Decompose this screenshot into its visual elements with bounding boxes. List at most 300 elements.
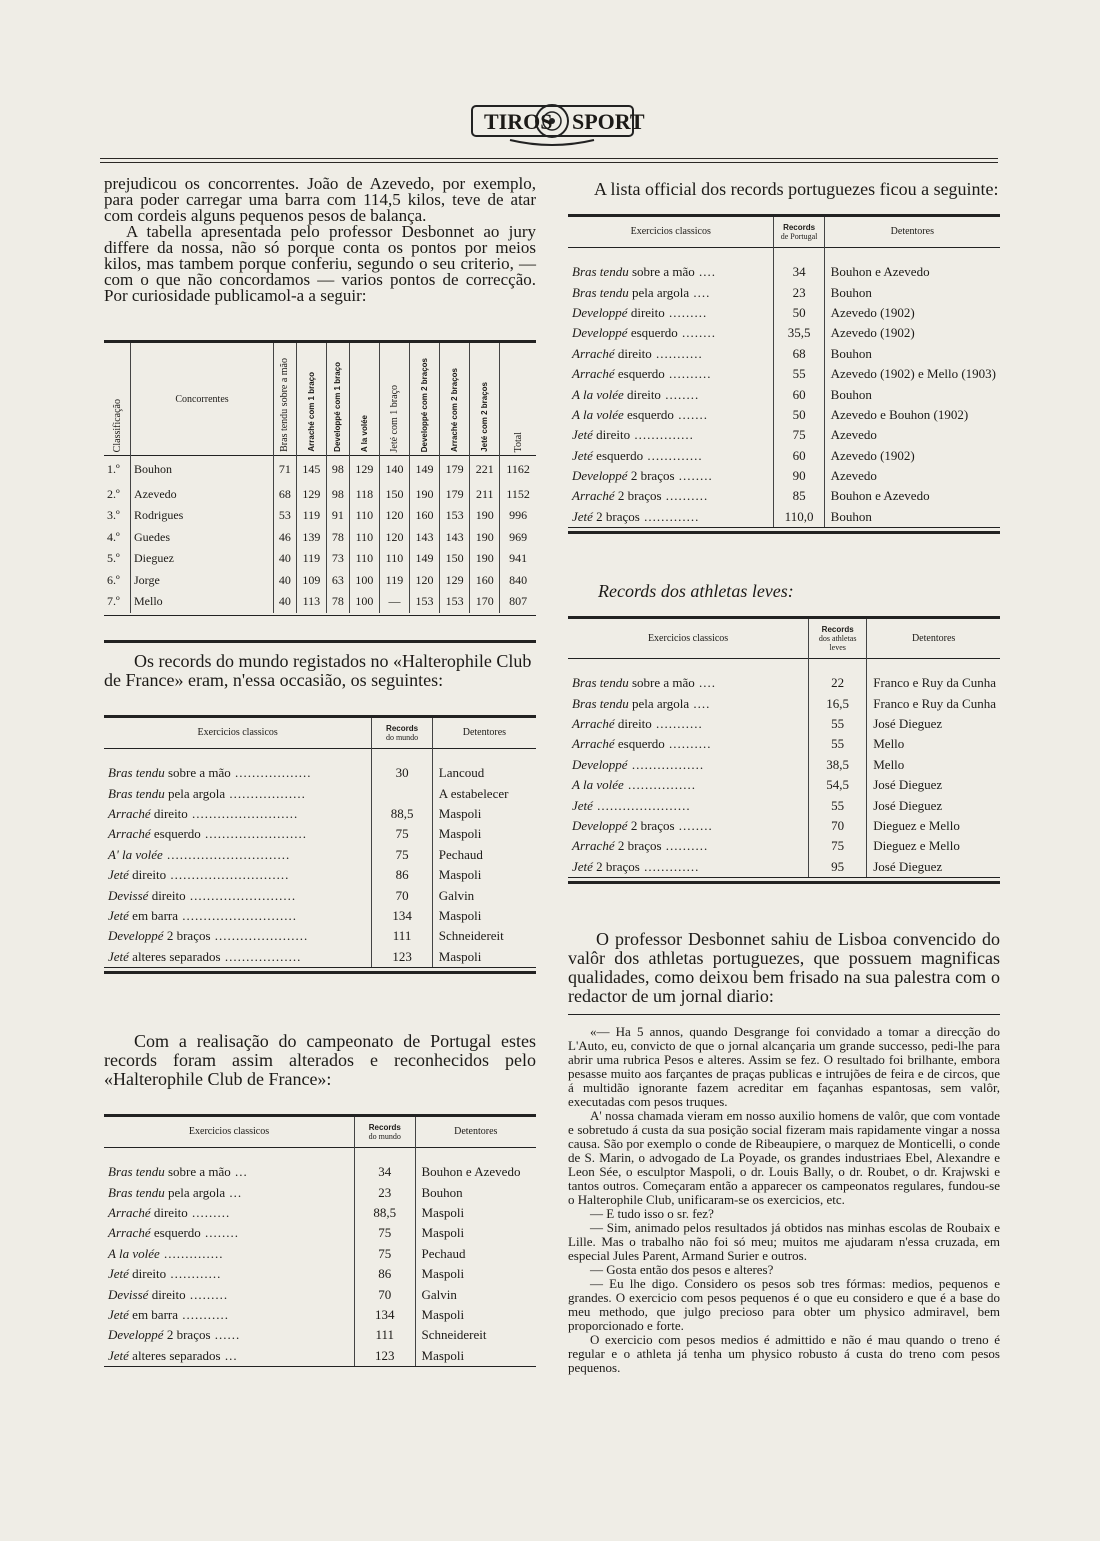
record-value-cell: 55: [809, 734, 867, 754]
leader-dots: ...: [230, 1164, 248, 1180]
score-cell: 120: [379, 505, 409, 527]
exercise-name: A la volée: [572, 386, 624, 402]
leader-dots: ................: [623, 777, 696, 793]
leader-dots: ........................: [200, 826, 308, 842]
record-value-cell: 38,5: [809, 755, 867, 775]
exercise-detail: sobre a mão: [628, 264, 695, 280]
leader-dots: ...: [220, 1347, 238, 1363]
exercise-cell: [568, 323, 774, 343]
table-row: [568, 282, 1000, 302]
record-value-cell: [372, 783, 432, 803]
table-row: [568, 755, 1000, 775]
score-cell: 807: [500, 591, 536, 613]
record-value-cell: 70: [355, 1284, 415, 1304]
record-value-cell: 75: [355, 1223, 415, 1243]
left-column: [104, 176, 536, 304]
light-athletes-heading: [568, 582, 1000, 601]
score-cell: 63: [326, 570, 349, 592]
table-row: [104, 1305, 536, 1325]
score-cell: 969: [500, 527, 536, 549]
exercise-name: Arraché: [108, 1225, 151, 1241]
table-row: [568, 323, 1000, 343]
record-value-cell: 55: [774, 364, 824, 384]
portugal-records-table-wrap: [568, 214, 1000, 534]
header-developpe-1: Developpé com 1 braço: [333, 362, 343, 452]
holder-cell: Azevedo e Bouhon (1902): [830, 406, 969, 422]
exercise-cell: [104, 906, 372, 926]
header-jete-1: Jeté com 1 braço: [388, 384, 400, 452]
altered-records-table-wrap: [104, 1114, 536, 1367]
intro-paragraph-2: A tabella apresentada pelo professor Desbonnet ao jury differe da nossa, não só porque conta os pontos por meios kilos, mas tambem porque conferiu, segundo o seu criterio, — com o que não concordamos — varios pontos de correcção. Por curiosidade publicamol-a a seguir:: [104, 222, 536, 305]
rank-cell: 7.º: [107, 594, 120, 609]
header-arrache-1: Arraché com 1 braço: [306, 372, 316, 452]
world-records-table-wrap: [104, 715, 536, 974]
score-cell: 190: [470, 548, 500, 570]
holder-cell: Maspoli: [421, 1266, 465, 1282]
record-value-cell: 75: [355, 1244, 415, 1264]
record-value-cell: 86: [372, 865, 432, 885]
world-records-table: [104, 715, 536, 967]
table-row: [568, 734, 1000, 754]
world-records-heading: Os records do mundo registados no «Halterophile Club de France» eram, n'essa occasião, os seguintes:: [104, 651, 532, 690]
logo-text-left: TIROS: [484, 109, 553, 134]
altered-header-exercicios: Exercicios classicos: [188, 1126, 270, 1137]
leader-dots: ....: [694, 675, 717, 691]
exercise-name: Jeté: [108, 867, 129, 883]
competitor-name-cell: Bouhon: [131, 456, 274, 484]
score-cell: 150: [440, 548, 470, 570]
exercise-cell: [568, 384, 774, 404]
holder-cell: Bouhon: [421, 1184, 463, 1200]
altered-records-table: [104, 1114, 536, 1366]
exercise-detail: alteres separados: [128, 1347, 221, 1363]
exercise-cell: [104, 1305, 355, 1325]
exercise-detail: esquerdo: [592, 447, 644, 463]
exercise-detail: 2 braços: [627, 468, 675, 484]
score-cell: 40: [274, 591, 297, 613]
exercise-name: Arraché: [572, 715, 615, 731]
world-records-heading-wrap: [104, 652, 536, 690]
exercise-name: Bras tendu: [572, 284, 629, 300]
score-cell: 221: [470, 456, 500, 484]
record-value-cell: 70: [372, 885, 432, 905]
light-records-table: [568, 616, 1000, 877]
leader-dots: ........: [674, 817, 713, 833]
exercise-cell: [104, 1325, 355, 1345]
record-value-cell: 16,5: [809, 693, 867, 713]
exercise-cell: [568, 344, 774, 364]
score-cell: 110: [349, 548, 379, 570]
official-heading-wrap: [568, 180, 1000, 199]
score-cell: 153: [410, 591, 440, 613]
record-value-cell: 54,5: [809, 775, 867, 795]
holder-cell: Bouhon e Azevedo: [830, 488, 930, 504]
holder-cell: Galvin: [421, 1286, 457, 1302]
leader-dots: ..................: [225, 785, 306, 801]
score-cell: 150: [379, 484, 409, 506]
record-value-cell: 75: [774, 425, 824, 445]
exercise-cell: [568, 836, 809, 856]
light-athletes-heading-text: Records dos athletas leves:: [598, 581, 794, 601]
portugal-header-records-sub: de Portugal: [780, 232, 818, 241]
leader-dots: ..............: [630, 427, 694, 443]
record-value-cell: 34: [774, 248, 824, 283]
exercise-detail: direito: [128, 867, 167, 883]
table-row: [104, 1325, 536, 1345]
exercise-detail: esquerdo: [627, 325, 678, 341]
leader-dots: ........: [200, 1225, 240, 1241]
score-cell: 1162: [500, 456, 536, 484]
record-value-cell: 75: [372, 845, 432, 865]
exercise-detail: em barra: [128, 1306, 179, 1322]
exercise-detail: 2 braços: [163, 1327, 211, 1343]
altered-header-records-sub: do mundo: [368, 1132, 401, 1141]
score-cell: 160: [470, 570, 500, 592]
exercise-detail: alteres separados: [128, 948, 221, 964]
score-cell: 109: [296, 570, 326, 592]
altered-header-records: Records: [368, 1123, 401, 1132]
score-cell: 98: [326, 456, 349, 484]
exercise-cell: [568, 446, 774, 466]
exercise-name: A la volée: [108, 1245, 160, 1261]
exercise-cell: [568, 303, 774, 323]
leader-dots: .............: [639, 858, 700, 874]
holder-cell: Bouhon: [830, 345, 872, 361]
exercise-name: Arraché: [572, 345, 615, 361]
exercise-name: Jeté: [108, 1306, 129, 1322]
exercise-detail: 2 braços: [614, 838, 662, 854]
header-total: Total: [512, 431, 524, 452]
holder-cell: Bouhon e Azevedo: [830, 264, 930, 280]
leader-dots: ..............: [159, 1245, 224, 1261]
rank-cell: 4.º: [107, 529, 120, 544]
score-cell: 190: [470, 527, 500, 549]
exercise-name: Bras tendu: [108, 1164, 165, 1180]
holder-cell: Dieguez e Mello: [873, 817, 960, 833]
table-row: [104, 505, 536, 527]
exercise-cell: [568, 282, 774, 302]
score-cell: 941: [500, 548, 536, 570]
table-row: [568, 466, 1000, 486]
table-row: [104, 885, 536, 905]
record-value-cell: 134: [355, 1305, 415, 1325]
exercise-detail: direito: [614, 715, 652, 731]
record-value-cell: 75: [809, 836, 867, 856]
leader-dots: .........................: [187, 805, 299, 821]
holder-cell: Bouhon: [830, 386, 872, 402]
score-cell: 179: [440, 484, 470, 506]
score-cell: 78: [326, 527, 349, 549]
exercise-detail: direito: [148, 1286, 186, 1302]
exercise-cell: [568, 734, 809, 754]
exercise-name: A la volée: [572, 406, 624, 422]
holder-cell: Maspoli: [421, 1225, 465, 1241]
exercise-cell: [104, 783, 372, 803]
exercise-cell: [568, 659, 809, 694]
desbonnet-paragraph: O professor Desbonnet sahiu de Lisboa convencido do valôr dos athletas portuguezes, que possuem magnificas qualidades, como deixou bem frisado na sua palestra com o redactor de um jornal diario:: [568, 929, 1000, 1006]
table-row: [568, 364, 1000, 384]
exercise-name: A' la volée: [108, 846, 163, 862]
score-cell: 46: [274, 527, 297, 549]
record-value-cell: 23: [355, 1182, 415, 1202]
header-developpe-2: Developpé com 2 braços: [420, 357, 430, 452]
table-row: [104, 783, 536, 803]
exercise-cell: [104, 947, 372, 967]
exercise-name: Developpé: [572, 756, 628, 772]
exercise-name: Jeté: [572, 797, 593, 813]
exercise-detail: 2 braços: [163, 928, 211, 944]
world-header-records: Records: [386, 724, 419, 733]
exercise-detail: direito: [592, 427, 631, 443]
official-records-heading: A lista official dos records portuguezes ficou a seguinte:: [594, 179, 999, 199]
exercise-detail: esquerdo: [614, 366, 665, 382]
exercise-name: Bras tendu: [108, 1184, 165, 1200]
rank-cell: 2.º: [107, 486, 120, 501]
exercise-cell: [568, 795, 809, 815]
score-cell: —: [379, 591, 409, 613]
exercise-name: Developpé: [108, 928, 164, 944]
exercise-detail: direito: [128, 1266, 167, 1282]
interview-paragraph: — E tudo isso o sr. fez?: [590, 1206, 714, 1221]
exercise-cell: [104, 824, 372, 844]
score-cell: 91: [326, 505, 349, 527]
exercise-name: Arraché: [572, 736, 615, 752]
table-row: [568, 248, 1000, 283]
leader-dots: ....: [689, 695, 711, 711]
exercise-detail: direito: [627, 304, 665, 320]
interview-paragraph: A' nossa chamada vieram em nosso auxilio homens de valôr, que com vontade e sobretudo á custa da sua posição social fizeram mais rapidamente vingar a nossa causa. São por exemplo o conde de Ribeaupiere, o marquez de Monticelli, o conde de S. Marin, o advogado de La Poyade, os grandes industriaes Ebel, Alexandre e Leon Sée, o esculptor Maspoli, o dr. Louis Bally, o dr. Roubet, o dr. Krajwski e tantos outros. Começaram então a apparecer os campeonatos regulares, fundou-se o Halterophile Club, unificaram-se os exercicios, etc.: [568, 1108, 1000, 1207]
exercise-name: Bras tendu: [108, 785, 165, 801]
table-row: [104, 926, 536, 946]
exercise-cell: [568, 857, 809, 877]
exercise-cell: [568, 714, 809, 734]
exercise-name: Arraché: [108, 805, 151, 821]
holder-cell: Maspoli: [438, 867, 482, 883]
score-cell: 139: [296, 527, 326, 549]
exercise-detail: sobre a mão: [628, 675, 695, 691]
exercise-detail: direito: [150, 1204, 188, 1220]
record-value-cell: 85: [774, 486, 824, 506]
table-row: [104, 1182, 536, 1202]
leader-dots: .................: [627, 756, 705, 772]
leader-dots: .........................: [185, 887, 297, 903]
leader-dots: ..................: [220, 948, 302, 964]
holder-cell: Bouhon e Azevedo: [421, 1164, 521, 1180]
exercise-cell: [568, 507, 774, 527]
score-cell: 118: [349, 484, 379, 506]
score-cell: 143: [410, 527, 440, 549]
exercise-name: Jeté: [108, 948, 129, 964]
interview-text: [568, 1025, 1000, 1375]
record-value-cell: 88,5: [355, 1203, 415, 1223]
holder-cell: Schneidereit: [421, 1327, 487, 1343]
exercise-name: Arraché: [108, 826, 151, 842]
table-row: [104, 1223, 536, 1243]
score-cell: 40: [274, 548, 297, 570]
record-value-cell: 55: [809, 795, 867, 815]
table-row: [104, 749, 536, 784]
table-row: [568, 384, 1000, 404]
exercise-cell: [104, 804, 372, 824]
exercise-detail: direito: [614, 345, 652, 361]
exercise-detail: pela argola: [628, 695, 690, 711]
record-value-cell: 35,5: [774, 323, 824, 343]
holder-cell: José Dieguez: [873, 715, 943, 731]
competitor-name-cell: Azevedo: [131, 484, 274, 506]
score-cell: 110: [349, 505, 379, 527]
score-cell: 190: [410, 484, 440, 506]
holder-cell: Franco e Ruy da Cunha: [873, 695, 996, 711]
logo-text-right: SPORT: [572, 109, 645, 134]
exercise-name: Developpé: [108, 1327, 164, 1343]
holder-cell: Galvin: [438, 887, 475, 903]
exercise-cell: [104, 1244, 355, 1264]
score-cell: 113: [296, 591, 326, 613]
classification-table: [104, 340, 536, 613]
leader-dots: ............................: [166, 867, 290, 883]
holder-cell: Azevedo: [830, 427, 877, 443]
table-row: [568, 405, 1000, 425]
exercise-name: Jeté: [108, 907, 129, 923]
score-cell: 119: [296, 505, 326, 527]
holder-cell: Bouhon: [830, 284, 872, 300]
holder-cell: José Dieguez: [873, 858, 943, 874]
exercise-cell: [104, 845, 372, 865]
leader-dots: ......................: [592, 797, 691, 813]
record-value-cell: 110,0: [774, 507, 824, 527]
table-row: [568, 486, 1000, 506]
exercise-name: Devissé: [108, 887, 149, 903]
holder-cell: Pechaud: [438, 846, 483, 862]
header-bras-tendu: Bras tendu sobre a mão: [279, 358, 291, 452]
exercise-detail: esquerdo: [614, 736, 665, 752]
leader-dots: .......: [673, 406, 708, 422]
intro-paragraph-1: prejudicou os concorrentes. João de Azevedo, por exemplo, para poder carregar uma barra com 114,5 kilos, teve de atar com cordeis alguns pequenos pesos de balança.: [104, 174, 536, 225]
exercise-detail: 2 braços: [592, 858, 640, 874]
leader-dots: ......: [210, 1327, 241, 1343]
table-row: [104, 570, 536, 592]
portugal-header-exercicios: Exercicios classicos: [630, 226, 711, 237]
table-row: [568, 693, 1000, 713]
score-cell: 129: [349, 456, 379, 484]
score-cell: 140: [379, 456, 409, 484]
table-row: [568, 836, 1000, 856]
table-row: [104, 1203, 536, 1223]
section-rule: [104, 971, 536, 974]
exercise-name: Devissé: [108, 1286, 149, 1302]
holder-cell: Maspoli: [421, 1306, 465, 1322]
leader-dots: ........: [660, 386, 700, 402]
score-cell: 129: [296, 484, 326, 506]
rank-cell: 3.º: [107, 508, 120, 523]
record-value-cell: 111: [355, 1325, 415, 1345]
section-rule: [104, 640, 536, 643]
holder-cell: Maspoli: [438, 826, 482, 842]
score-cell: 73: [326, 548, 349, 570]
leader-dots: .........: [187, 1204, 231, 1220]
score-cell: 840: [500, 570, 536, 592]
portugal-header-records: Records: [783, 223, 816, 232]
record-value-cell: 70: [809, 816, 867, 836]
holder-cell: Azevedo: [830, 468, 877, 484]
record-value-cell: 30: [372, 749, 432, 784]
interview-paragraph: «— Ha 5 annos, quando Desgrange foi convidado a tomar a direcção do L'Auto, eu, convicto de que o jornal alcançaria um grande successo, pedi-lhe para abrir uma rubrica Pesos e alteres. Assim se fez. O resultado foi brilhante, embora pesasse muito aos farçantes de praças publicas e intrujões de feira e de circos, que á multidão ignorante fazem acreditar em façanhas espantosas, sem valôr, executadas com pesos truques.: [568, 1024, 1000, 1109]
score-cell: 996: [500, 505, 536, 527]
exercise-cell: [104, 1203, 355, 1223]
exercise-name: Bras tendu: [572, 264, 629, 280]
table-row: [104, 824, 536, 844]
table-row: [104, 1346, 536, 1366]
score-cell: 190: [470, 505, 500, 527]
score-cell: 68: [274, 484, 297, 506]
leader-dots: .............: [643, 447, 703, 463]
exercise-name: Arraché: [108, 1204, 151, 1220]
exercise-detail: pela argola: [164, 785, 226, 801]
portugal-records-table: [568, 214, 1000, 527]
table-row: [568, 507, 1000, 527]
holder-cell: A estabelecer: [438, 785, 509, 801]
table-row: [104, 548, 536, 570]
exercise-cell: [104, 865, 372, 885]
exercise-detail: direito: [150, 805, 188, 821]
exercise-cell: [568, 405, 774, 425]
leader-dots: .............: [639, 508, 700, 524]
table-row: [104, 591, 536, 613]
holder-cell: Maspoli: [438, 907, 482, 923]
portugal-header-detentores: Detentores: [890, 226, 934, 237]
exercise-name: Developpé: [572, 468, 628, 484]
holder-cell: Mello: [873, 736, 905, 752]
record-value-cell: 60: [774, 446, 824, 466]
exercise-name: Jeté: [572, 427, 593, 443]
exercise-detail: pela argola: [164, 1184, 226, 1200]
score-cell: 98: [326, 484, 349, 506]
header-jete-2: Jeté com 2 braços: [480, 382, 490, 452]
exercise-detail: 2 braços: [592, 508, 640, 524]
table-row: [568, 344, 1000, 364]
holder-cell: Azevedo (1902) e Mello (1903): [830, 366, 996, 382]
interview-paragraph: — Gosta então dos pesos e alteres?: [590, 1262, 774, 1277]
holder-cell: Maspoli: [421, 1204, 465, 1220]
record-value-cell: 75: [372, 824, 432, 844]
light-records-table-wrap: [568, 616, 1000, 884]
table-row: [568, 816, 1000, 836]
interview-wrap: [568, 1014, 1000, 1375]
exercise-detail: direito: [623, 386, 661, 402]
exercise-name: Bras tendu: [572, 675, 629, 691]
exercise-cell: [104, 926, 372, 946]
header-concorrentes: Concorrentes: [175, 393, 229, 405]
table-row: [104, 906, 536, 926]
exercise-name: Developpé: [572, 325, 628, 341]
classification-table-wrap: [104, 340, 536, 643]
leader-dots: ..........: [664, 736, 712, 752]
record-value-cell: 123: [372, 947, 432, 967]
competitor-name-cell: Jorge: [131, 570, 274, 592]
record-value-cell: 90: [774, 466, 824, 486]
header-rule-second: [100, 162, 998, 163]
table-row: [104, 865, 536, 885]
table-row: [568, 857, 1000, 877]
exercise-detail: direito: [148, 887, 186, 903]
interview-paragraph: O exercicio com pesos medios é admittido e não é mau quando o treno é regular e o athleta já tenha um physico robusto á custa do treno com pesos pequenos.: [568, 1332, 1000, 1375]
leader-dots: ........: [677, 325, 717, 341]
rank-cell: 6.º: [107, 572, 120, 587]
holder-cell: Maspoli: [438, 948, 482, 964]
exercise-cell: [104, 1284, 355, 1304]
competitor-name-cell: Dieguez: [131, 548, 274, 570]
table-row: [104, 1148, 536, 1183]
